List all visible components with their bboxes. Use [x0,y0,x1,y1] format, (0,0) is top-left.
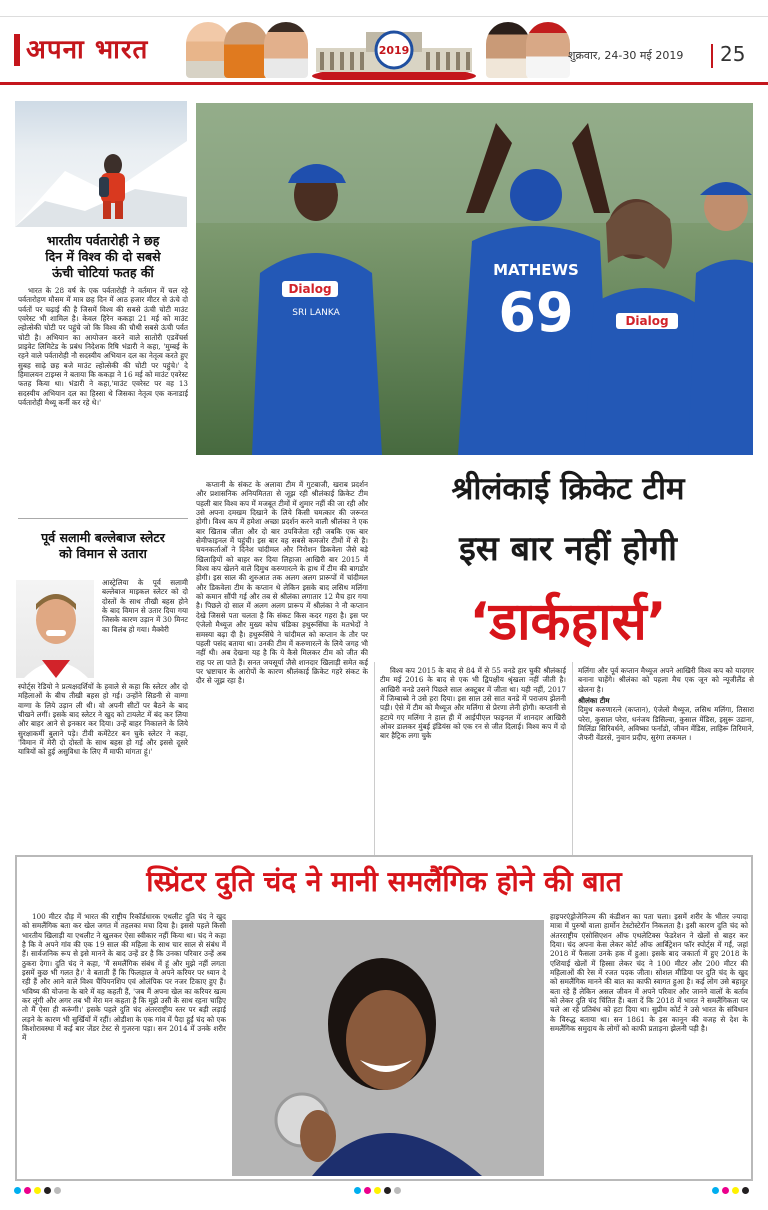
photo-sponsor-right: Dialog [625,314,669,328]
sidebar-divider [18,518,188,519]
registration-dot-grey [54,1187,61,1194]
team-list: दिमुथ करुणारत्ने (कप्तान), एंजेलो मैथ्यूज, लसिथ मलिंगा, तिसारा परेरा, कुसाल परेरा, धनंजय डिसिल्वा, कुसाल मेंडिस, इसुरू उडाना, मिलिंडा सिरिवर्धने, अविष्का फर्नांडो, जीवन मेंडिस, लाहिरू तिरिमाने, जैफरी वेंडरसे, नुवान प्रदीप, सुरंगा लकमल । [578,705,754,743]
politician-photo-4 [486,22,530,78]
slater-photo [16,580,94,678]
registration-dot-black [44,1187,51,1194]
registration-dot-cyan [354,1187,361,1194]
srilanka-headline-line3: ‘डार्कहार्स’ [469,592,667,652]
everest-body: भारत के 28 वर्ष के एक पर्वतारोही ने वर्तमान में चल रहे पर्वतारोहण मौसम में मात्र छह दिन में आठ हजार मीटर से ऊंचे दो पर्वतों पर चढ़ाई की है जिसमें विश्व की सबसे ऊंची चोटी माउंट एवरेस्ट भी शामिल है। केवल हिरेन ककड़ा 21 मई को माउंट ल्होत्सेकी चोटी पर पहुंचे जो कि विश्व की चौथी सबसे ऊंची पर्वत चोटी है। अभियान का आयोजन करने वाले सातोरी एडवेंचर्स प्राइवेट लिमिटेड के प्रबंध निदेशक रिषि भंडारी ने कहा, 'मुम्बई के रहने वाले पर्वतारोही नौ सदस्यीय अभियान दल का नेतृत्व करते हुए सुबह साढ़े छह बजे माउंट ल्होत्सेकी की चोटी पर पहुंचे।' दे हिमालयन टाइम्स ने बताया कि ककड़ा ने 16 मई को माउंट एवरेस्ट फतह किया था। भंडारी ने कहा,'माउंट एवरेस्ट पर वह 13 सदस्यीय अभियान दल का हिस्सा थे जिसका नेतृत्व एक कनाडाई पर्वतारोही मैथ्यू कर्नी कर रहे थे।' [18,286,188,408]
dutee-headline: स्प्रिंटर दुति चंद ने मानी समलैंगिक होने की बात [146,865,622,898]
slater-body-bottom: स्पोर्ट्स रेडियो ने प्रत्यक्षदर्शियों के हवाले से कहा कि स्लेटर और दो महिलाओं के बीच तीखी बहस हो गई। उन्होंने सिडनी से वाग्गा वाग्गा के लिये उड़ान ली थी। वो अपनी सीटों पर बैठने के बाद चीखने लगीं। इसके बाद स्लेटर ने खुद को टायलेट में बंद कर लिया और बाहर आने से इनकार कर दिया। उन्हें बाहर निकालने के लिये सुरक्षाकर्मी बुलाने पड़े। टीवी कमेंटेटर बन चुके स्लेटर ने कहा, 'विमान में मेरी दो दोस्तों के साथ बहस हो गई और इससे दूसरे यात्रियों को हुई असुविधा के लिए मैं माफी मांगता हूं।' [18,682,188,757]
top-hairline [0,16,768,17]
dateline: शुक्रवार, 24-30 मई 2019 [568,49,684,62]
dutee-column-1: 100 मीटर दौड़ में भारत की राष्ट्रीय रिकॉर्डधारक एथलीट दुति चंद ने खुद को समलैंगिक बता कर खेल जगत में तहलका मचा दिया है। इससे पहले किसी भारतीय खिलाड़ी या एथलीट ने खुलकर ऐसा स्वीकार नहीं किया था। चंद ने कहा है कि वे अपने गांव की एक 19 साल की महिला के साथ चार साल से संबंध में हैं। सार्वजनिक रूप से इसे मानने के बाद उन्हें डर है कि उनका परिवार उन्हें अब ठुकरा देगा। दुति चंद ने कहा, 'मैं समलैंगिक संबंध में हूं और मुझे नहीं लगता इसमें कुछ भी गलत है।' वे बताती हैं कि फिलहाल वे अपने करियर पर ध्यान दे रही हैं और आने वाले विश्व चैंपियनशिप एवं ओलंपिक पर नजर टिकाए हुए हैं। भविष्य की योजना के बारे में वह कहती हैं, 'जब मैं अपना खेल का करियर खत्म कर लूंगी और अगर तब भी मेरा मन कहता है कि मुझे उसी के साथ रहना चाहिए तो मैं ऐसा ही करूंगी।' इसके पहले दुति चंद अंतरराष्ट्रीय स्तर पर बड़ी लड़ाई लड़ने के कारण भी सुर्खियों में रहीं। ओडीशा के एक गांव में पैदा हुईं चंद को एक किशोरावस्था में कई बार जेंडर टेस्ट से गुजरना पड़ा। सन 2014 में उनके शरीर में [22,912,226,1043]
brand-name: अपना भारत [26,35,149,65]
photo-sponsor-left: Dialog [288,282,332,296]
registration-dot-magenta [24,1187,31,1194]
registration-dot-black [384,1187,391,1194]
everest-climber-photo [15,101,187,227]
registration-dot-magenta [364,1187,371,1194]
srilanka-team-photo [196,103,753,455]
registration-dot-magenta [722,1187,729,1194]
photo-team-label: SRI LANKA [292,308,340,318]
column-rule-2 [572,662,573,856]
dutee-column-2: हाइपरएंड्रोजेनिज्म की कंडीशन का पता चला। इसमें शरीर के भीतर ज्यादा मात्रा में पुरुषों वाला हार्मोन टेस्टोस्टेरॉन निकलता है। इसी कारण दुति चंद को अंतरराष्ट्रीय एसोसिएशन ऑफ एथलेटिक्स फेडरेशन ने खेलों से बाहर कर दिया। चंद अपना केस लेकर कोर्ट ऑफ आर्बिट्रेशन फॉर स्पोर्ट्स में गईं, जहां 2018 में फैसला उनके हक में हुआ। इसके बाद जकार्ता में हुए 2018 के एशियाई खेलों में हिस्सा लेकर चंद ने 100 मीटर और 200 मीटर की महिलाओं की रेस में रजत पदक जीता। सोशल मीडिया पर दुति चंद के खुद को समलैंगिक मानने की बात का काफी स्वागत हुआ है। कई लोग उसे बहादुर बता रहे हैं लेकिन असल जीवन में अपने परिवार और जानने वालों के बर्ताव को लेकर दुति चंद चिंतित हैं। बता दें कि 2018 में भारत ने समलैंगिकता पर चले आ रहे प्रतिबंध को हटा दिया था। सुप्रीम कोर्ट ने उसे भारत के संविधान के विरुद्ध बताया था। सन 1861 के इस कानून की वजह से देश के समलैंगिक समुदाय के लोगों को काफी प्रताड़ना झेलनी पड़ी है। [550,912,748,1034]
registration-dot-cyan [14,1187,21,1194]
column-rule-1 [374,662,375,856]
photo-jersey-name: MATHEWS [493,261,579,279]
photo-jersey-number: 69 [498,281,574,344]
registration-dot-cyan [712,1187,719,1194]
slater-body-top: आस्ट्रेलिया के पूर्व सलामी बल्लेबाज माइकल स्लेटर को दो दोस्तों के साथ तीखी बहस होने के बाद विमान से उतार दिया गया जिसके कारण उड़ान में 30 मिनट का विलंब हो गया। मैक्वेरी [102,578,188,634]
registration-dot-yellow [34,1187,41,1194]
srilanka-headline-line1: श्रीलंकाई क्रिकेट टीम [451,471,685,507]
registration-dot-black [742,1187,749,1194]
brand-accent-bar [14,34,20,66]
politician-photo-3 [264,22,308,78]
srilanka-column-3: मलिंगा और पूर्व कप्तान मैथ्यूज अपने आखिरी विश्व कप को यादगार बनाना चाहेंगे। श्रीलंका को पहला मैच एक जून को न्यूजीलैंड से खेलना है। श्रीलंका टीम दिमुथ करुणारत्ने (कप्तान), एंजेलो मैथ्यूज, लसिथ मलिंगा, तिसारा परेरा, कुसाल परेरा, धनंजय डिसिल्वा, कुसाल मेंडिस, इसुरू उडाना, मिलिंडा सिरिवर्धने, अविष्का फर्नांडो, जीवन मेंडिस, लाहिरू तिरिमाने, जैफरी वेंडरसे, नुवान प्रदीप, सुरंगा लकमल । [578,666,754,743]
srilanka-column-2: विश्व कप 2015 के बाद से 84 में से 55 वनडे हार चुकी श्रीलंकाई टीम मई 2016 के बाद से एक भी द्विपक्षीय श्रृंखला नहीं जीती है। आखिरी वनडे उसने पिछले साल अक्टूबर में जीता था। यही नहीं, 2017 में जिम्बाब्वे ने उसे हरा दिया। इस साल उसे सात वनडे में पराजय झेलनी पड़ी। ऐसे में टीम को मैथ्यूज और मलिंगा से प्रेरणा लेनी होगी। कप्तानी से हटाये गए मलिंगा ने हाल ही में आईपीएल फाइनल में शानदार आखिरी ओवर डालकर मुंबई इंडियंस को एक रन से जीत दिलाई। विश्व कप में दो बार हैट्रिक लगा चुके [380,666,566,741]
team-list-label: श्रीलंका टीम [578,696,610,706]
registration-dot-grey [394,1187,401,1194]
politician-photo-2 [224,22,268,78]
registration-dot-yellow [732,1187,739,1194]
logo-year-badge: 2019 [378,44,410,57]
registration-dot-yellow [374,1187,381,1194]
slater-headline: पूर्व सलामी बल्लेबाज स्लेटर को विमान से उतारा [41,530,165,561]
srilanka-column-1: कप्तानी के संकट के अलावा टीम में गुटबाजी, खराब प्रदर्शन और प्रशासनिक अनियमितता से जूझ रही श्रीलंकाई क्रिकेट टीम पहली बार विश्व कप में मजबूत टीमों में शुमार नहीं की जा रही और उसे अपना दमखम दिखाने के लिये किसी चमत्कार की जरूरत होगी। विश्व कप में हमेशा अच्छा प्रदर्शन करने वाली श्रीलंका ने एक बार खिताब जीता और दो बार उपविजेता रही जबकि एक बार सेमीफाइनल में पहुंची। इस बार वह सबसे कमजोर टीमों में से है। चयनकर्ताओं ने दिनेश चांदीमल और निरोशन डिकवेला जैसे बड़े खिलाड़ियों को बाहर कर दिया लिहाजा आखिरी बार 2015 में विश्व कप खेलने वाले दिमुथ करुणारत्ने के हाथ में टीम की बागडोर होगी। इस साल की शुरुआत तक अलग अलग प्रारूपों में चांदीमल और डिकवेला टीम के कप्तान थे लेकिन इसके बाद लसिथ मलिंगा को कमान सौंपी गई और तब से श्रीलंका लगातार 12 मैच हार गया है। पिछले दो साल में अलग अलग प्रारूप में श्रीलंका ने नौ कप्तान देखे जिससे पता चलता है कि संकट किस कदर गहरा है। इस पर एंजेलो मैथ्यूज और मुख्य कोच चंडिका हथुरूसिंघा के मतभेदों ने समस्या बढ़ा दी है। हथुरूसिंघे ने चांदीमल को कप्तान के तौर पर पहली पसंद बताया था। उनकी टीम में करुणारत्ने के लिये जगह भी नहीं थी। अब देखना यह है कि ये कैसे मिलकर टीम को जीत की राह पर ला पाते हैं। सनत जयसूर्या जैसे शानदार खिलाड़ी समेत कई पर भ्रष्टाचार के आरोपों के कारण श्रीलंकाई क्रिकेट गहरे संकट के दौर से जूझ रहा है। [196,480,368,686]
masthead-rule [0,82,768,85]
everest-headline: भारतीय पर्वतारोही ने छह दिन में विश्व की दो सबसे ऊंची चोटियां फतह कीं [45,233,161,280]
dutee-chand-photo [232,920,544,1176]
parliament-logo [306,22,482,80]
srilanka-headline-line2: इस बार नहीं होगी [459,529,677,569]
page-number: 25 [720,42,746,66]
politician-photo-5 [526,22,570,78]
page-number-divider [711,44,713,68]
